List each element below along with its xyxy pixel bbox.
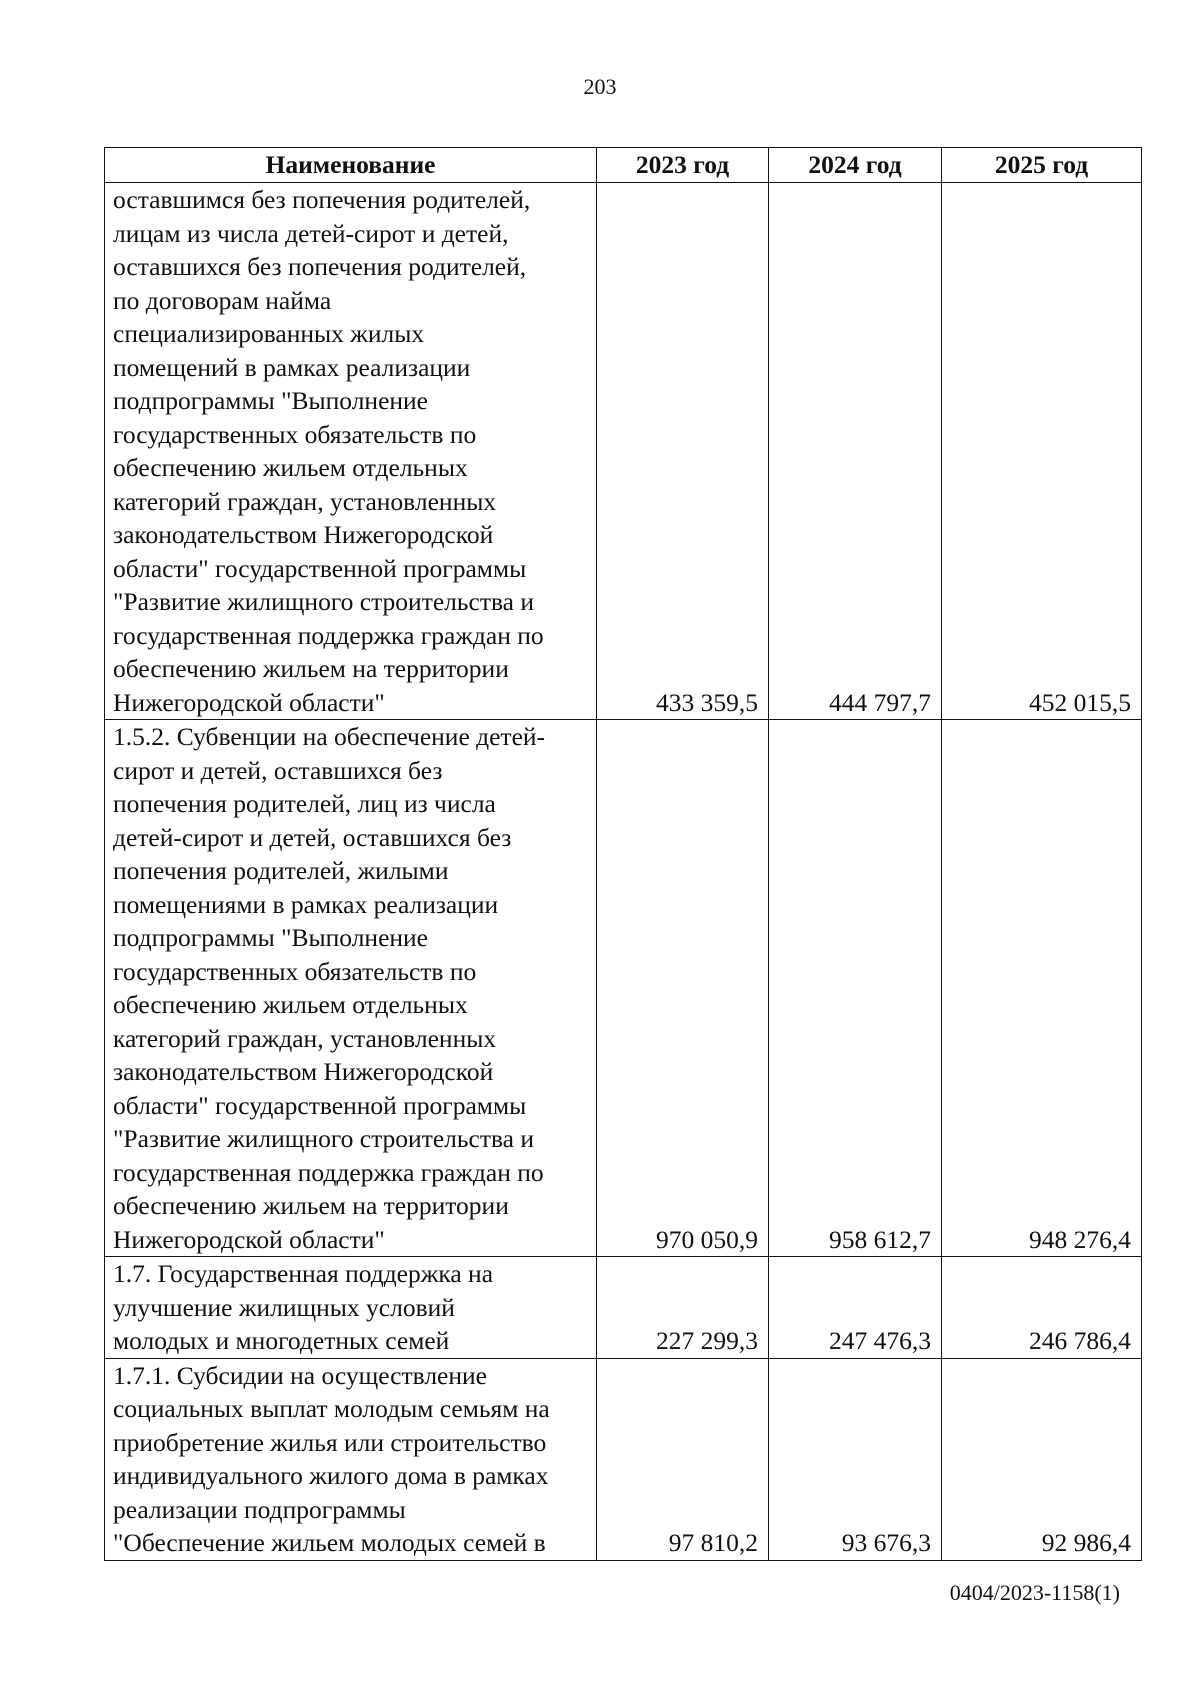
value-2025: 452 015,5 <box>942 183 1142 720</box>
row-name: 1.5.2. Субвенции на обеспечение детей- сирот и детей, оставшихся без попечения родителей, лиц из числа детей-сирот и детей, оставшихся без попечения родителей, жилыми помещениями в рамках реализации подпрограммы "Выполнение государственных обязательств по обеспечению жильем отдельных категорий граждан, установленных законодательством Нижегородской области" государственной программы "Развитие жилищного строительства и государственная поддержка граждан по обеспечению жильем на территории Нижегородской области" <box>105 720 597 1257</box>
page-number: 203 <box>583 74 617 99</box>
header-2023: 2023 год <box>597 148 769 183</box>
value-2024: 247 476,3 <box>769 1257 942 1359</box>
value-2025: 246 786,4 <box>942 1257 1142 1359</box>
document-code: 0404/2023-1158(1) <box>949 1580 1120 1605</box>
row-name: оставшимся без попечения родителей, лицам из числа детей-сирот и детей, оставшихся без попечения родителей, по договорам найма специализированных жилых помещений в рамках реализации подпрограммы "Выполнение государственных обязательств по обеспечению жильем отдельных категорий граждан, установленных законодательством Нижегородской области" государственной программы "Развитие жилищного строительства и государственная поддержка граждан по обеспечению жильем на территории Нижегородской области" <box>105 183 597 720</box>
value-2024: 93 676,3 <box>769 1358 942 1560</box>
header-2024: 2024 год <box>769 148 942 183</box>
value-2025: 92 986,4 <box>942 1358 1142 1560</box>
header-name: Наименование <box>105 148 597 183</box>
value-2023: 97 810,2 <box>597 1358 769 1560</box>
value-2024: 958 612,7 <box>769 720 942 1257</box>
table-header-row <box>105 148 1142 183</box>
header-2025: 2025 год <box>942 148 1142 183</box>
table-row <box>105 1358 1142 1560</box>
value-2023: 227 299,3 <box>597 1257 769 1359</box>
value-2023: 970 050,9 <box>597 720 769 1257</box>
value-2024: 444 797,7 <box>769 183 942 720</box>
value-2023: 433 359,5 <box>597 183 769 720</box>
table-row <box>105 183 1142 720</box>
row-name: 1.7. Государственная поддержка на улучшение жилищных условий молодых и многодетных семей <box>105 1257 597 1359</box>
budget-table <box>104 147 1142 1561</box>
row-name: 1.7.1. Субсидии на осуществление социальных выплат молодым семьям на приобретение жилья или строительство индивидуального жилого дома в рамках реализации подпрограммы "Обеспечение жильем молодых семей в <box>105 1358 597 1560</box>
table-row <box>105 720 1142 1257</box>
table-row <box>105 1257 1142 1359</box>
value-2025: 948 276,4 <box>942 720 1142 1257</box>
